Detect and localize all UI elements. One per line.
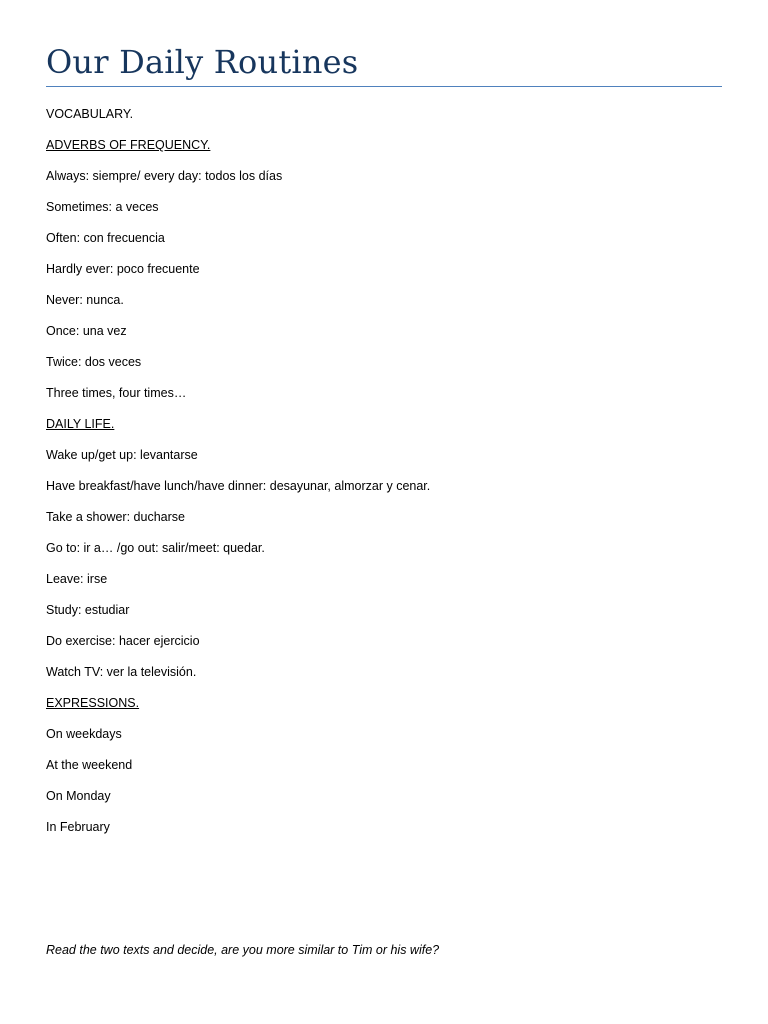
vocabulary-item: Sometimes: a veces — [46, 200, 159, 214]
section-heading-daily-life: DAILY LIFE. — [46, 417, 115, 431]
vocabulary-item: Wake up/get up: levantarse — [46, 448, 198, 462]
vocabulary-item: Watch TV: ver la televisión. — [46, 665, 197, 679]
page-title: Our Daily Routines — [46, 43, 359, 81]
expression-item: On Monday — [46, 789, 111, 803]
expression-item: In February — [46, 820, 110, 834]
section-heading-adverbs: ADVERBS OF FREQUENCY. — [46, 138, 211, 152]
section-heading-expressions: EXPRESSIONS. — [46, 696, 140, 710]
vocabulary-item: Have breakfast/have lunch/have dinner: desayunar, almorzar y cenar. — [46, 479, 431, 493]
vocabulary-item: Often: con frecuencia — [46, 231, 165, 245]
title-divider — [46, 86, 722, 87]
vocabulary-item: Three times, four times… — [46, 386, 187, 400]
vocabulary-item: Leave: irse — [46, 572, 108, 586]
expression-item: At the weekend — [46, 758, 133, 772]
vocabulary-item: Twice: dos veces — [46, 355, 142, 369]
vocabulary-item: Study: estudiar — [46, 603, 130, 617]
vocabulary-item: Take a shower: ducharse — [46, 510, 185, 524]
vocabulary-item: Hardly ever: poco frecuente — [46, 262, 200, 276]
instruction-text: Read the two texts and decide, are you more similar to Tim or his wife? — [46, 943, 440, 957]
vocabulary-item: Go to: ir a… /go out: salir/meet: quedar. — [46, 541, 265, 555]
vocabulary-label: VOCABULARY. — [46, 107, 134, 121]
vocabulary-item: Never: nunca. — [46, 293, 124, 307]
expression-item: On weekdays — [46, 727, 122, 741]
vocabulary-item: Do exercise: hacer ejercicio — [46, 634, 200, 648]
vocabulary-item: Once: una vez — [46, 324, 127, 338]
vocabulary-item: Always: siempre/ every day: todos los días — [46, 169, 283, 183]
